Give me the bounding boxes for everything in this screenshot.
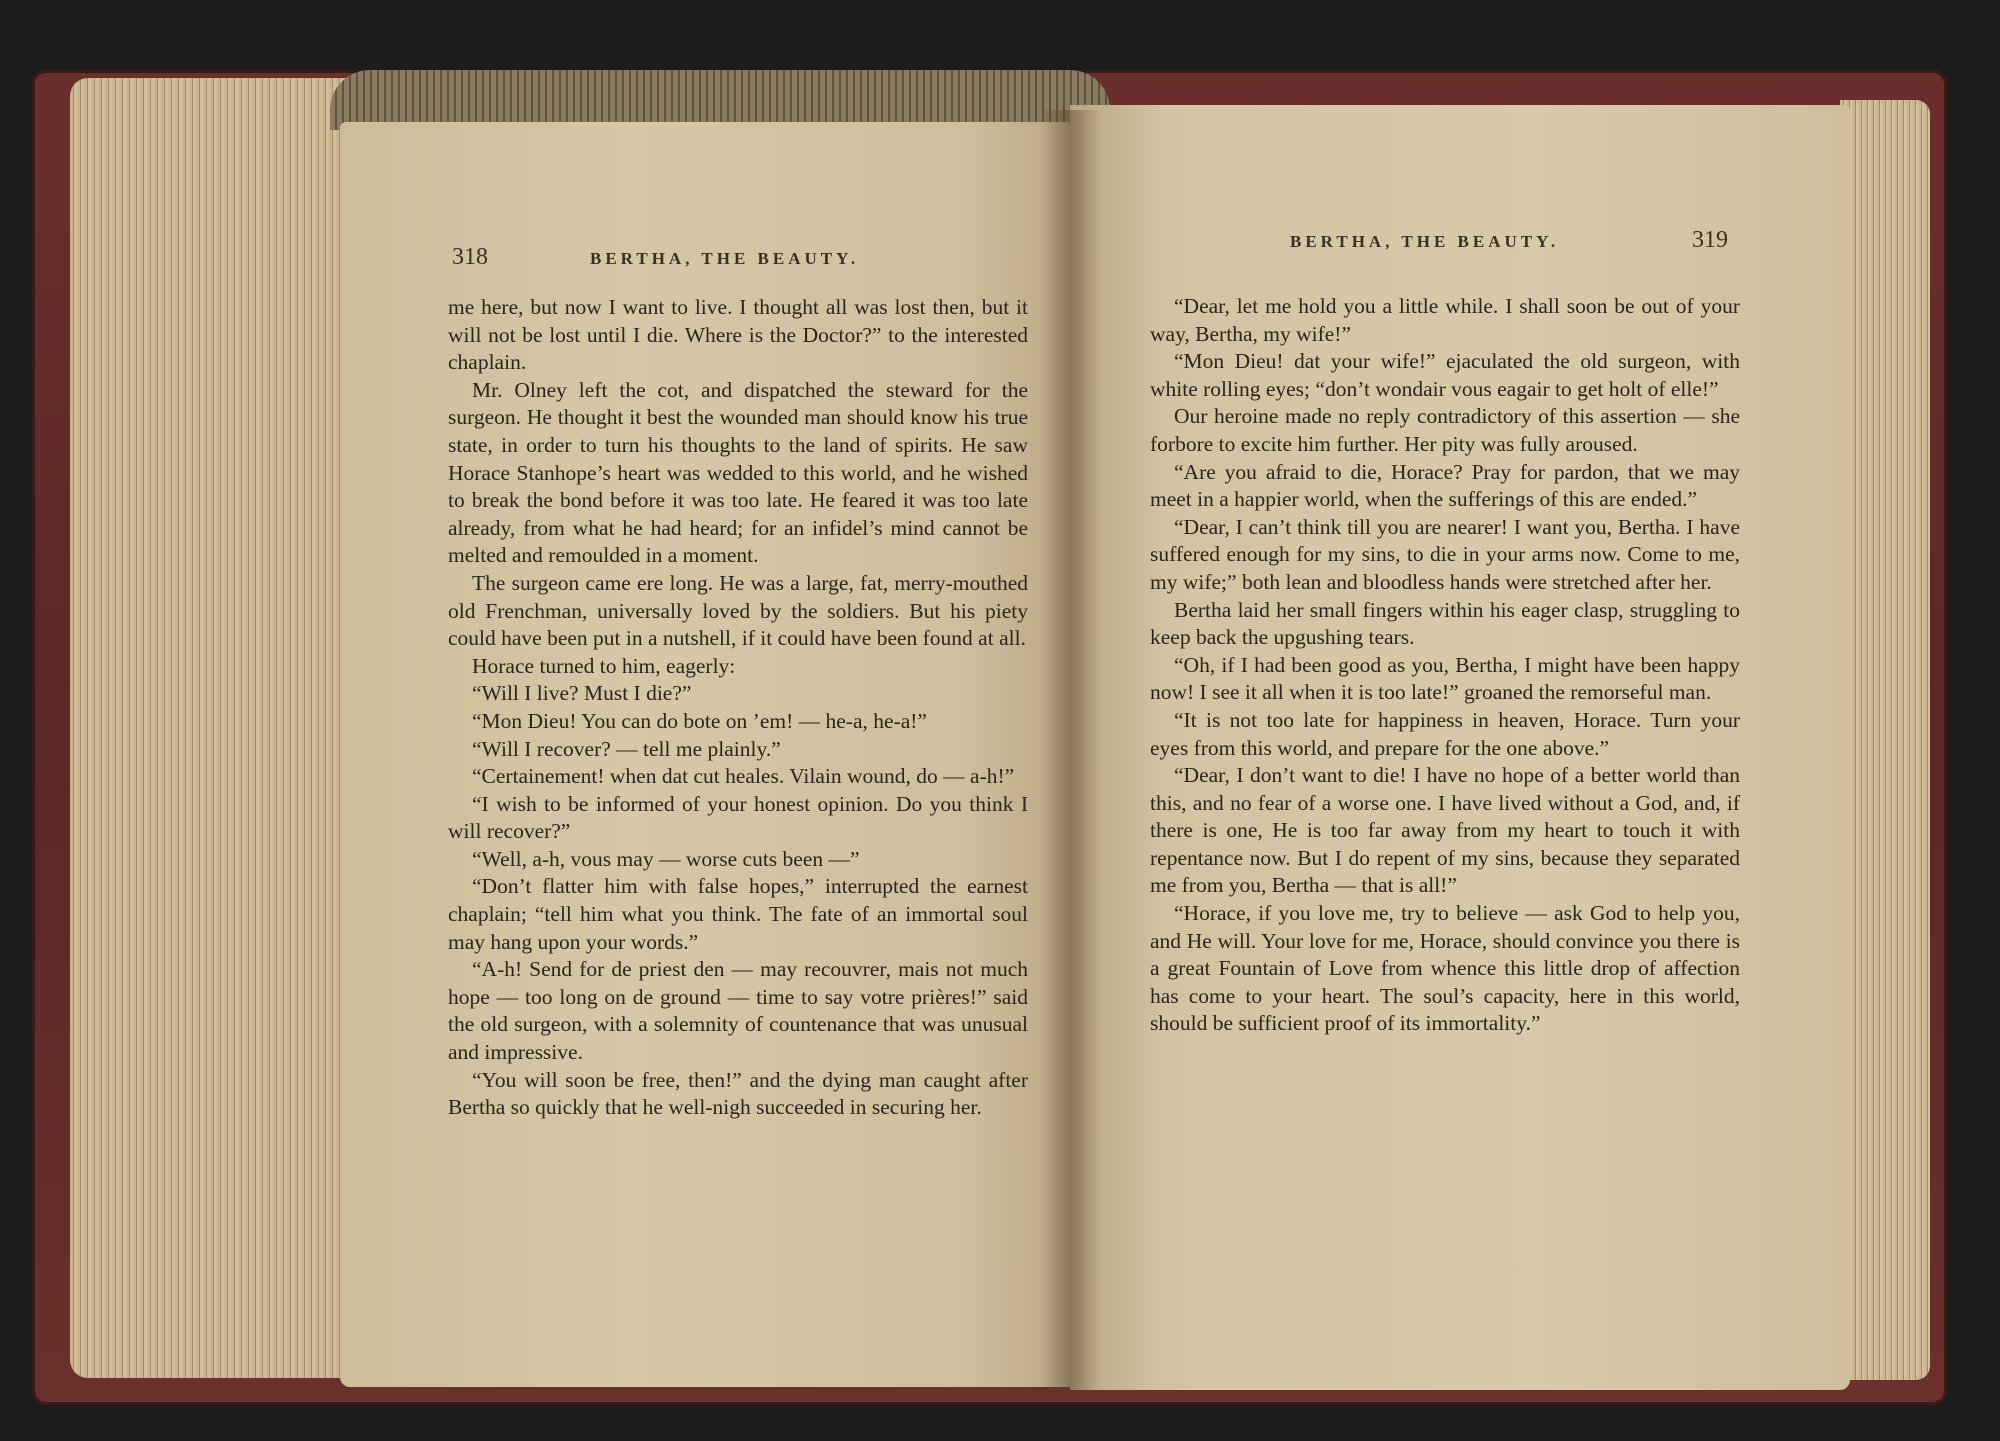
page-number-left: 318 (452, 244, 488, 270)
paragraph: “You will soon be free, then!” and the dying man caught after Bertha so quickly that he well-nigh succeeded in securing her. (448, 1067, 1028, 1120)
right-page (1070, 105, 1850, 1390)
paragraph: “I wish to be informed of your honest opinion. Do you think I will recover?” (448, 791, 1028, 844)
book-gutter (1040, 110, 1100, 1390)
paragraph: The surgeon came ere long. He was a large, fat, merry-mouthed old Frenchman, universally loved by the soldiers. But his piety could have been put in a nutshell, if it could have been found at all. (448, 570, 1028, 651)
paragraph: Mr. Olney left the cot, and dispatched the steward for the surgeon. He thought it best the wounded man should know his true state, in order to turn his thoughts to the land of spirits. He saw Horace Stanhope’s heart was wedded to this world, and he wished to break the bond before it was too late. He feared it was too late already, from what he had heard; for an infidel’s mind cannot be melted and remoulded in a moment. (448, 377, 1028, 568)
paragraph: “Are you afraid to die, Horace? Pray for pardon, that we may meet in a happier world, when the sufferings of this are ended.” (1150, 459, 1740, 512)
paragraph: me here, but now I want to live. I thought all was lost then, but it will not be lost until I die. Where is the Doctor?” to the interested chaplain. (448, 295, 1028, 375)
paragraph: “Dear, I can’t think till you are nearer! I want you, Bertha. I have suffered enough for my sins, to die in your arms now. Come to me, my wife;” both lean and bloodless hands were stretched after her. (1150, 514, 1740, 594)
paragraph: “Mon Dieu! dat your wife!” ejaculated the old surgeon, with white rolling eyes; “don’t wondair vous eagair to get holt of elle!” (1150, 349, 1740, 401)
page-block-left (70, 78, 350, 1378)
paragraph: “Dear, let me hold you a little while. I shall soon be out of your way, Bertha, my wife!” (1150, 294, 1740, 346)
paragraph: “Certainement! when dat cut heales. Vilain wound, do — a-h!” (472, 764, 1015, 789)
page-block-right (1840, 100, 1930, 1380)
paragraph: “Horace, if you love me, try to believe — ask God to help you, and He will. Your love for me, Horace, should convince you there is a great Fountain of Love from whence this little drop of affection has come to your heart. The soul’s capacity, here in this world, should be sufficient proof of its immortality.” (1150, 901, 1740, 1036)
left-page-text (448, 294, 1028, 1122)
running-head-right: BERTHA, THE BEAUTY. (1290, 232, 1560, 251)
paragraph: “Oh, if I had been good as you, Bertha, I might have been happy now! I see it all when it is too late!” groaned the remorseful man. (1150, 652, 1740, 705)
paragraph: Bertha laid her small fingers within his eager clasp, struggling to keep back the upgushing tears. (1150, 597, 1740, 650)
spine-top (330, 70, 1110, 130)
paragraph: “Will I live? Must I die?” (472, 681, 692, 706)
running-head-left: BERTHA, THE BEAUTY. (590, 249, 860, 268)
paragraph: “Well, a-h, vous may — worse cuts been —” (472, 846, 860, 871)
paragraph: “Dear, I don’t want to die! I have no hope of a better world than this, and no fear of a worse one. I have lived without a God, and, if there is one, He is too far away from my heart to touch it with repentance now. But I do repent of my sins, because they separated me from you, Bertha — that is all!” (1150, 763, 1740, 898)
paragraph: “Mon Dieu! You can do bote on ’em! — he-a, he-a!” (472, 708, 927, 733)
paragraph: “It is not too late for happiness in heaven, Horace. Turn your eyes from this world, and prepare for the one above.” (1150, 707, 1740, 760)
page-number-right: 319 (1692, 227, 1728, 253)
paragraph: “Don’t flatter him with false hopes,” interrupted the earnest chaplain; “tell him what you think. The fate of an immortal soul may hang upon your words.” (448, 874, 1028, 954)
paragraph: Horace turned to him, eagerly: (472, 653, 736, 678)
paragraph: “A-h! Send for de priest den — may recouvrer, mais not much hope — too long on de ground — time to say votre prières!” said the old surgeon, with a solemnity of countenance that was unusual and impressive. (448, 957, 1028, 1065)
paragraph: Our heroine made no reply contradictory of this assertion — she forbore to excite him further. Her pity was fully aroused. (1150, 404, 1740, 456)
right-page-text (1150, 293, 1740, 1038)
left-page (340, 122, 1070, 1387)
paragraph: “Will I recover? — tell me plainly.” (472, 736, 781, 761)
